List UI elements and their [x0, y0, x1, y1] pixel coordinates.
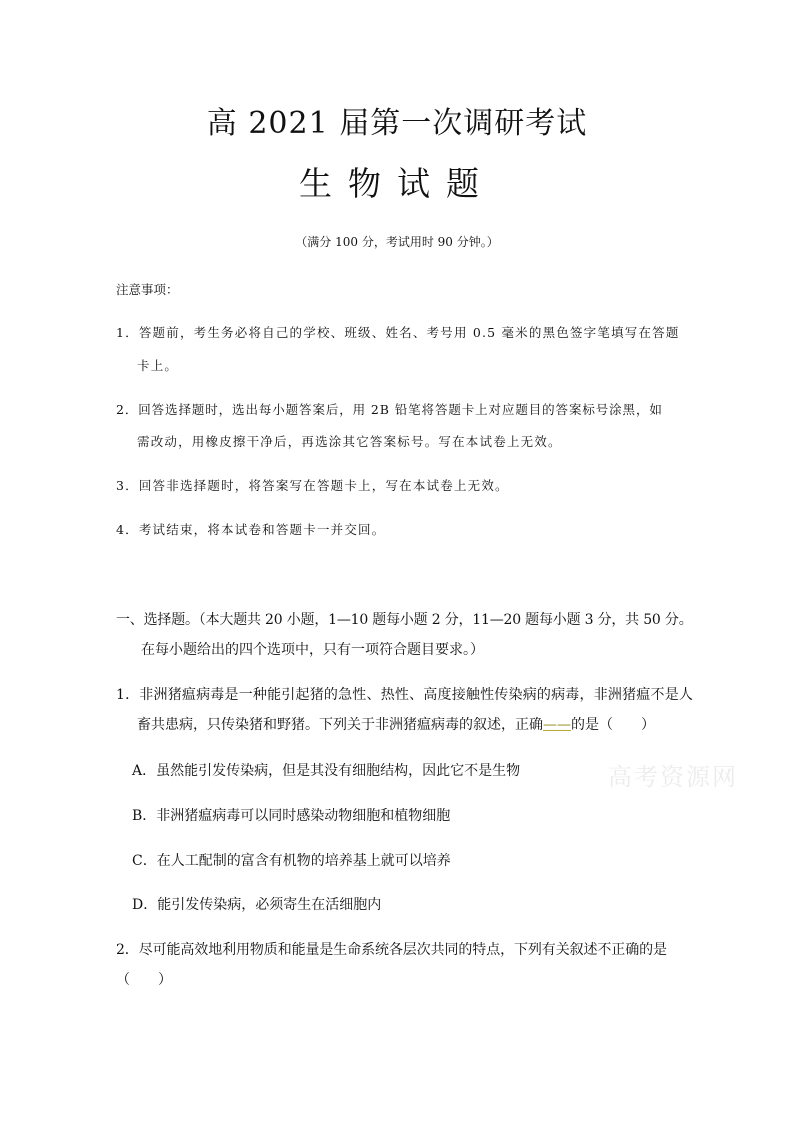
watermark-logo [608, 757, 738, 792]
question-1-stem: 畜共患病，只传染猪和野猪。下列关于非洲猪瘟病毒的叙述，正确 [137, 717, 543, 733]
question-1-option-b: B．非洲猪瘟病毒可以同时感染动物细胞和植物细胞 [132, 808, 451, 824]
exam-title: 高 2021 届第一次调研考试 [206, 106, 588, 141]
question-2-line-2: （ ） [116, 972, 172, 988]
question-1-option-d: D．能引发传染病，必须寄生在活细胞内 [132, 897, 382, 913]
notes-heading: 注意事项： [116, 282, 179, 297]
note-1-line-2: 卡上。 [137, 358, 179, 373]
question-1-option-c: C．在人工配制的富含有机物的培养基上就可以培养 [132, 853, 451, 869]
section-heading-line-2: 在每小题给出的四个选项中，只有一项符合题目要求。） [141, 642, 484, 658]
section-heading-line-1: 一、选择题。（本大题共 20 小题，1—10 题每小题 2 分，11—20 题每小题 3 分，共 50 分。 [116, 612, 693, 628]
question-1-line-1: 1．非洲猪瘟病毒是一种能引起猪的急性、热性、高度接触性传染病的病毒，非洲猪瘟不是人 [116, 687, 694, 703]
exam-info: （满分 100 分，考试用时 90 分钟。） [295, 235, 499, 249]
question-1-option-a: A．虽然能引发传染病，但是其没有细胞结构，因此它不是生物 [132, 763, 521, 779]
question-1-line-2 [137, 714, 655, 734]
emphasis-mark: —— [543, 717, 571, 733]
note-3: 3．回答非选择题时，将答案写在答题卡上，写在本试卷上无效。 [116, 478, 509, 493]
question-2-line-1: 2．尽可能高效地利用物质和能量是生命系统各层次共同的特点，下列有关叙述不正确的是 [116, 942, 667, 958]
note-1-line-1: 1．答题前，考生务必将自己的学校、班级、姓名、考号用 0.5 毫米的黑色签字笔填写在答题 [116, 325, 680, 340]
note-2-line-1: 2．回答选择题时，选出每小题答案后，用 2B 铅笔将答题卡上对应题目的答案标号涂黑，如 [116, 402, 663, 417]
note-2-line-2: 需改动，用橡皮擦干净后，再选涂其它答案标号。写在本试卷上无效。 [137, 434, 562, 449]
note-4: 4．考试结束，将本试卷和答题卡一并交回。 [116, 522, 386, 537]
watermark-text: 高考资源网 [608, 763, 738, 791]
exam-subtitle: 生物试题 [299, 164, 495, 203]
question-1-blank: 的是（ ） [571, 717, 655, 733]
